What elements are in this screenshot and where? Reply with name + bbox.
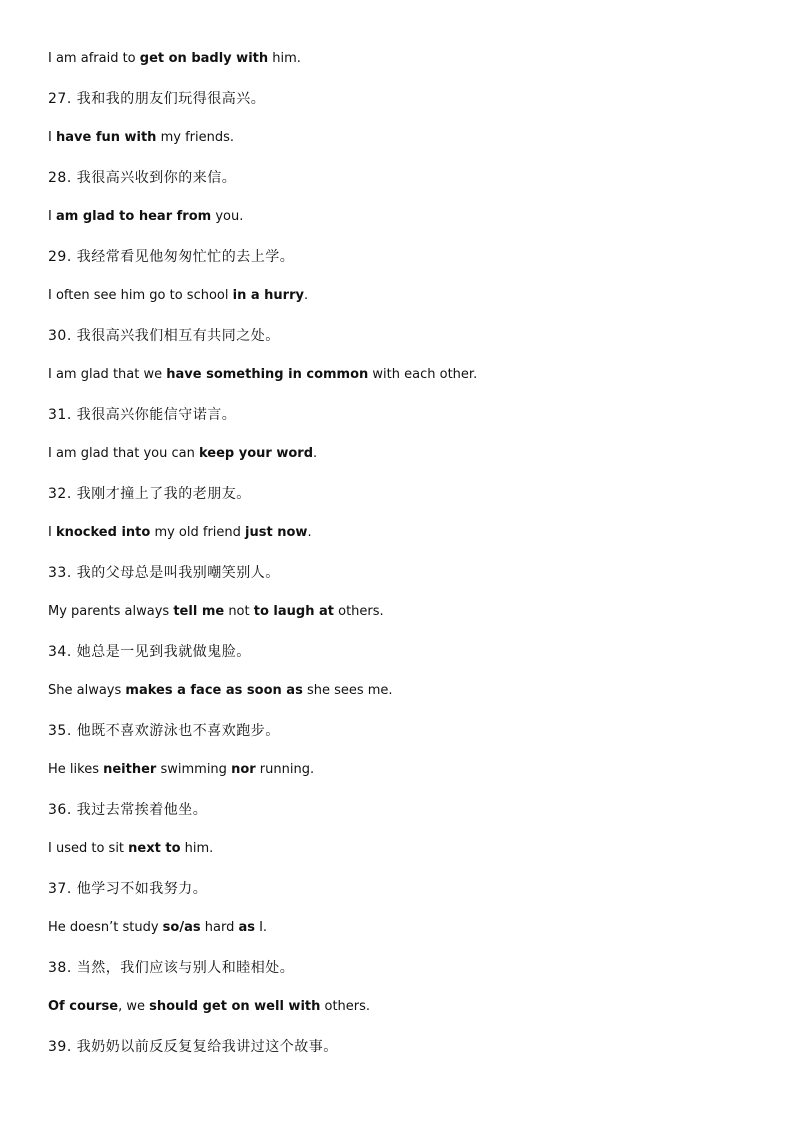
sentence-text: I am glad that you can <box>48 446 199 461</box>
sentence-text: My parents always <box>48 604 174 619</box>
chinese-sentence <box>48 165 768 205</box>
chinese-sentence <box>48 560 768 600</box>
sentence-text: I <box>48 209 56 224</box>
sentence-text: swimming <box>156 762 232 777</box>
english-translation <box>48 125 768 165</box>
chinese-sentence <box>48 323 768 363</box>
key-phrase: have something in common <box>166 367 369 382</box>
sentence-text: I used to sit <box>48 841 129 856</box>
key-phrase: tell me <box>173 604 225 619</box>
english-translation <box>48 46 768 86</box>
key-phrase: knocked into <box>55 525 151 540</box>
sentence-text: my friends. <box>156 130 235 145</box>
sentence-text: running. <box>255 762 315 777</box>
sentence-text: 37. 他学习不如我努力。 <box>48 880 208 897</box>
key-phrase: in a hurry <box>232 288 304 303</box>
english-translation <box>48 441 768 481</box>
sentence-text: others. <box>333 604 384 619</box>
english-translation <box>48 836 768 876</box>
chinese-sentence <box>48 718 768 758</box>
key-phrase: to laugh at <box>253 604 334 619</box>
sentence-text: with each other. <box>368 367 478 382</box>
key-phrase: am glad to hear from <box>55 209 212 224</box>
sentence-text: . <box>307 525 312 540</box>
chinese-sentence <box>48 639 768 679</box>
key-phrase: Of course <box>48 999 119 1014</box>
key-phrase: just now <box>245 525 308 540</box>
english-translation <box>48 678 768 718</box>
sentence-text: others. <box>320 999 371 1014</box>
english-translation <box>48 599 768 639</box>
chinese-sentence <box>48 1034 768 1074</box>
sentence-text: , we <box>118 999 150 1014</box>
chinese-sentence <box>48 876 768 916</box>
english-translation <box>48 915 768 955</box>
english-translation <box>48 994 768 1034</box>
chinese-sentence <box>48 86 768 126</box>
key-phrase: keep your word <box>198 446 314 461</box>
chinese-sentence <box>48 244 768 284</box>
sentence-text: 38. 当然，我们应该与别人和睦相处。 <box>48 959 295 976</box>
document-page <box>48 46 768 1073</box>
sentence-text: 30. 我很高兴我们相互有共同之处。 <box>48 327 280 344</box>
sentence-text: I often see him go to school <box>48 288 233 303</box>
english-translation <box>48 757 768 797</box>
chinese-sentence <box>48 797 768 837</box>
key-phrase: should get on well with <box>149 999 321 1014</box>
sentence-text: you. <box>211 209 244 224</box>
chinese-sentence <box>48 481 768 521</box>
sentence-text: 29. 我经常看见他匆匆忙忙的去上学。 <box>48 248 295 265</box>
key-phrase: as <box>238 920 255 935</box>
sentence-text: . <box>313 446 318 461</box>
key-phrase: have fun with <box>55 130 157 145</box>
english-translation <box>48 204 768 244</box>
sentence-text: He doesn’t study <box>48 920 163 935</box>
sentence-text: 32. 我刚才撞上了我的老朋友。 <box>48 485 251 502</box>
sentence-text: 27. 我和我的朋友们玩得很高兴。 <box>48 90 266 107</box>
sentence-text: She always <box>48 683 126 698</box>
key-phrase: makes a face as soon as <box>125 683 303 698</box>
sentence-text: 31. 我很高兴你能信守诺言。 <box>48 406 237 423</box>
sentence-text: him. <box>180 841 214 856</box>
sentence-text: I am glad that we <box>48 367 167 382</box>
sentence-text: my old friend <box>150 525 246 540</box>
sentence-text: hard <box>200 920 239 935</box>
english-translation <box>48 362 768 402</box>
sentence-text: . <box>303 288 309 303</box>
chinese-sentence <box>48 955 768 995</box>
chinese-sentence <box>48 402 768 442</box>
key-phrase: so/as <box>162 920 201 935</box>
sentence-text: 35. 他既不喜欢游泳也不喜欢跑步。 <box>48 722 280 739</box>
sentence-text: 33. 我的父母总是叫我别嘲笑别人。 <box>48 564 280 581</box>
sentence-text: 28. 我很高兴收到你的来信。 <box>48 169 237 186</box>
sentence-text: He likes <box>48 762 104 777</box>
sentence-text: 39. 我奶奶以前反反复复给我讲过这个故事。 <box>48 1038 338 1055</box>
sentence-text: I. <box>254 920 268 935</box>
sentence-text: I <box>48 130 56 145</box>
sentence-text: not <box>224 604 254 619</box>
key-phrase: nor <box>231 762 256 777</box>
english-translation <box>48 520 768 560</box>
key-phrase: neither <box>103 762 157 777</box>
key-phrase: next to <box>128 841 181 856</box>
sentence-text: I <box>48 525 56 540</box>
english-translation <box>48 283 768 323</box>
sentence-text: she sees me. <box>302 683 393 698</box>
sentence-text: him. <box>268 51 301 66</box>
key-phrase: get on badly with <box>139 51 269 66</box>
sentence-text: I am afraid to <box>48 51 140 66</box>
sentence-text: 36. 我过去常挨着他坐。 <box>48 801 208 818</box>
sentence-text: 34. 她总是一见到我就做鬼脸。 <box>48 643 251 660</box>
